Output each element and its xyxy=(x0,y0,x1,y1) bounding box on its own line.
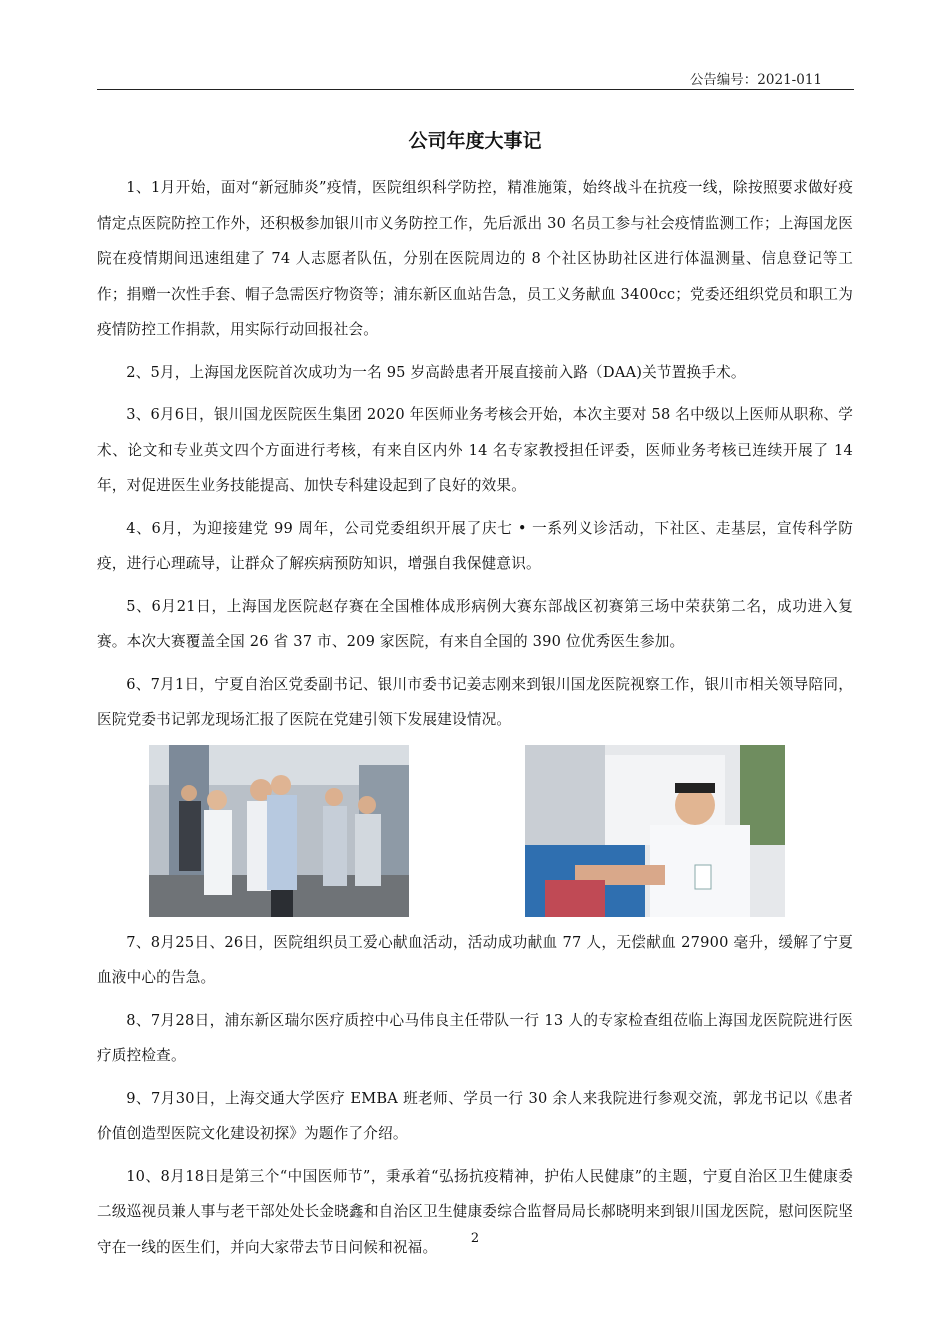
header-divider xyxy=(97,89,854,90)
event-paragraph-4: 4、6月，为迎接建党 99 周年，公司党委组织开展了庆七 • 一系列义诊活动，下社区、走基层，宣传科学防疫，进行心理疏导，让群众了解疾病预防知识，增强自我保健意识。 xyxy=(97,519,853,572)
event-paragraph-2: 2、5月，上海国龙医院首次成功为一名 95 岁高龄患者开展直接前入路（DAA)关节置换手术。 xyxy=(126,363,746,381)
event-paragraph-3: 3、6月6日，银川国龙医院医生集团 2020 年医师业务考核会开始，本次主要对 58 名中级以上医师从职称、学术、论文和专业英文四个方面进行考核，有来自区内外 14 名专家教授担任评委，医师业务考核已连续开展了 14 年，对促进医生业务技能提高、加快专科建设起到了良好的效果。 xyxy=(97,406,853,494)
event-paragraph-9: 9、7月30日，上海交通大学医疗 EMBA 班老师、学员一行 30 余人来我院进行参观交流，郭龙书记以《患者价值创造型医院文化建设初探》为题作了介绍。 xyxy=(97,1089,853,1142)
event-paragraph-8: 8、7月28日，浦东新区瑞尔医疗质控中心马伟良主任带队一行 13 人的专家检查组莅临上海国龙医院院进行医疗质控检查。 xyxy=(97,1011,853,1064)
event-paragraph-5: 5、6月21日，上海国龙医院赵存赛在全国椎体成形病例大赛东部战区初赛第三场中荣获第二名，成功进入复赛。本次大赛覆盖全国 26 省 37 市、209 家医院，有来自全国的 390 位优秀医生参加。 xyxy=(97,597,853,650)
page-number: 2 xyxy=(470,1231,480,1246)
event-paragraph-10: 10、8月18日是第三个“中国医师节”，秉承着“弘扬抗疫精神，护佑人民健康”的主题，宁夏自治区卫生健康委二级巡视员兼人事与老干部处处长金晓鑫和自治区卫生健康委综合监督局局长郝晓明来到银川国龙医院，慰问医院坚守在一线的医生们，并向大家带去节日问候和祝福。 xyxy=(97,1167,853,1256)
inspection-visit-photo xyxy=(149,745,409,917)
announcement-code: 公告编号：2021-011 xyxy=(689,72,822,88)
event-paragraph-6: 6、7月1日，宁夏自治区党委副书记、银川市委书记姜志刚来到银川国龙医院视察工作，银川市相关领导陪同，医院党委书记郭龙现场汇报了医院在党建引领下发展建设情况。 xyxy=(97,675,853,728)
event-paragraph-7: 7、8月25日、26日，医院组织员工爱心献血活动，活动成功献血 77 人，无偿献血 27900 毫升，缓解了宁夏血液中心的告急。 xyxy=(97,933,853,986)
document-body xyxy=(97,170,853,1272)
photo-row xyxy=(97,745,853,923)
blood-donation-photo xyxy=(525,745,785,917)
event-paragraph-1: 1、1月开始，面对“新冠肺炎”疫情，医院组织科学防控，精准施策，始终战斗在抗疫一线，除按照要求做好疫情定点医院防控工作外，还积极参加银川市义务防控工作，先后派出 30 名员工参与社会疫情监测工作；上海国龙医院在疫情期间迅速组建了 74 人志愿者队伍，分别在医院周边的 8 个社区协助社区进行体温测量、信息登记等工作；捐赠一次性手套、帽子急需医疗物资等；浦东新区血站告急，员工义务献血 3400cc；党委还组织党员和职工为疫情防控工作捐款，用实际行动回报社会。 xyxy=(97,179,853,338)
document-title: 公司年度大事记 xyxy=(408,130,542,152)
